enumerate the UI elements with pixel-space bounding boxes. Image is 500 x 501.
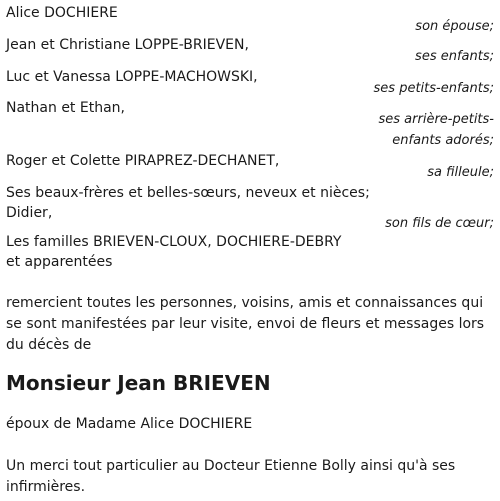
family-entry — [6, 98, 494, 148]
family-entry — [6, 183, 494, 231]
family-relation: enfants adorés; — [392, 133, 494, 148]
family-name: Alice DOCHIERE — [6, 5, 118, 21]
family-entry — [6, 151, 494, 180]
family-entry — [6, 35, 494, 64]
family-relation: ses arrière-petits- — [378, 112, 494, 127]
family-relation: ses enfants; — [415, 49, 494, 64]
family-relation: sa filleule; — [427, 165, 494, 180]
family-relation: ses petits-enfants; — [373, 81, 494, 96]
spouse-line: époux de Madame Alice DOCHIERE — [6, 416, 253, 432]
family-name: Nathan et Ethan, — [6, 100, 125, 116]
family-name: Luc et Vanessa LOPPE-MACHOWSKI, — [6, 69, 258, 85]
family-name: Les familles BRIEVEN-CLOUX, DOCHIERE-DEBRY — [6, 234, 342, 250]
family-entry — [6, 232, 494, 272]
family-name: Ses beaux-frères et belles-sœurs, neveux et nièces; — [6, 185, 370, 201]
family-entry — [6, 67, 494, 96]
family-name: et apparentées — [6, 254, 113, 270]
family-name: Jean et Christiane LOPPE-BRIEVEN, — [6, 37, 249, 53]
deceased-name: Monsieur Jean BRIEVEN — [6, 371, 271, 395]
family-name: Didier, — [6, 205, 53, 221]
special-thanks: Un merci tout particulier au Docteur Etienne Bolly ainsi qu'à ses infirmières. — [6, 458, 456, 495]
family-relation: son fils de cœur; — [385, 216, 494, 231]
family-entry — [6, 3, 494, 34]
thanks-paragraph: remercient toutes les personnes, voisins, amis et connaissances qui se sont manifestées par leur visite, envoi de fleurs et messages lors du décès de — [6, 295, 485, 353]
family-name: Roger et Colette PIRAPREZ-DECHANET, — [6, 153, 280, 169]
family-relation: son épouse; — [415, 19, 494, 34]
